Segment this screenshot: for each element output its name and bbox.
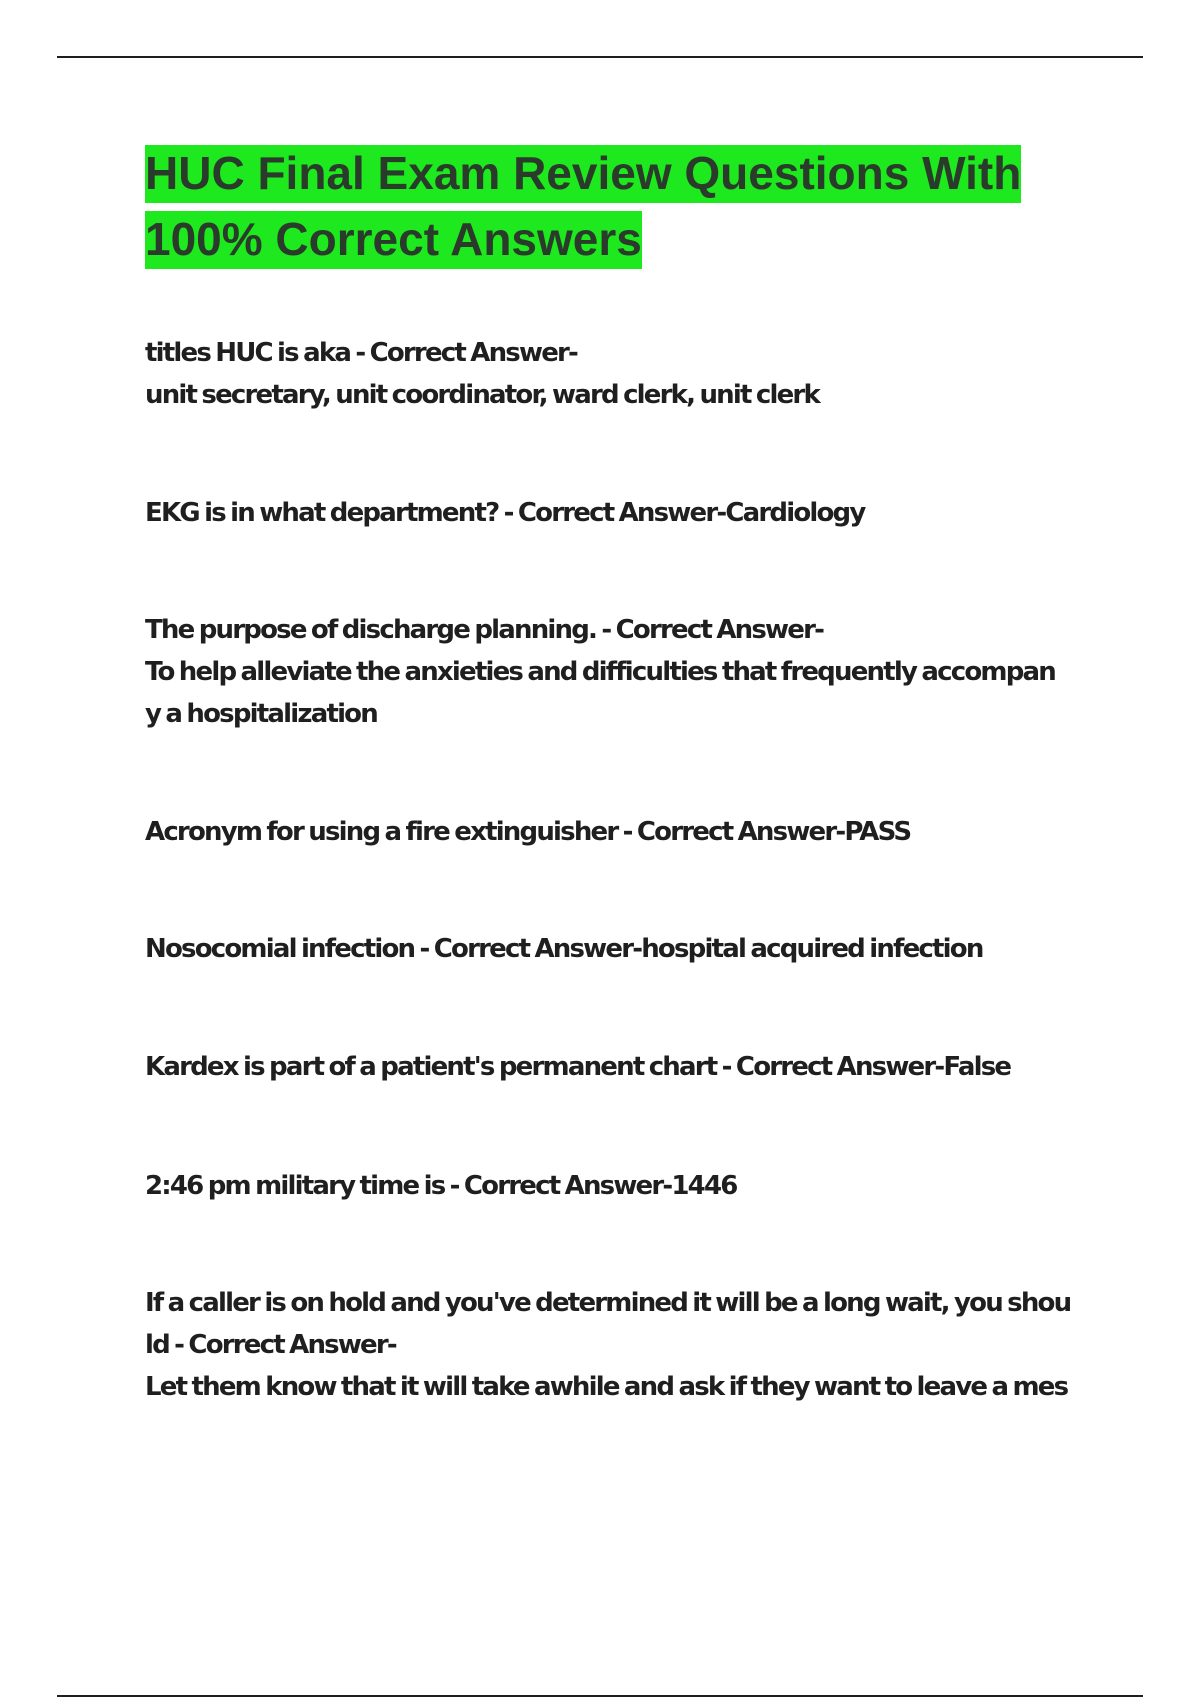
qa-item-4 bbox=[145, 811, 1095, 853]
qa-item-4-line-1: Acronym for using a fire extinguisher - Correct Answer-PASS bbox=[145, 817, 911, 847]
qa-item-8-line-3: Let them know that it will take awhile and ask if they want to leave a mes bbox=[145, 1372, 1068, 1402]
qa-item-5 bbox=[145, 928, 1095, 970]
qa-item-5-line-1: Nosocomial infection - Correct Answer-hospital acquired infection bbox=[145, 934, 983, 964]
qa-item-3-line-2: To help alleviate the anxieties and difficulties that frequently accompan bbox=[145, 657, 1055, 687]
qa-item-1-line-2: unit secretary, unit coordinator, ward clerk, unit clerk bbox=[145, 380, 819, 410]
title-line-2: 100% Correct Answers bbox=[145, 211, 642, 269]
qa-item-8-line-2: ld - Correct Answer- bbox=[145, 1330, 396, 1360]
qa-item-7-line-1: 2:46 pm military time is - Correct Answer-1446 bbox=[145, 1171, 737, 1201]
qa-item-8-line-1: If a caller is on hold and you've determined it will be a long wait, you shou bbox=[145, 1288, 1071, 1318]
qa-item-3-line-3: y a hospitalization bbox=[145, 699, 377, 729]
qa-item-3 bbox=[145, 609, 1095, 735]
qa-item-2 bbox=[145, 492, 1095, 534]
title-line-1: HUC Final Exam Review Questions With bbox=[145, 145, 1021, 203]
qa-item-6 bbox=[145, 1046, 1095, 1088]
qa-item-8 bbox=[145, 1282, 1095, 1408]
document-title bbox=[145, 140, 1105, 272]
top-rule bbox=[57, 56, 1143, 58]
qa-item-6-line-1: Kardex is part of a patient's permanent chart - Correct Answer-False bbox=[145, 1052, 1011, 1082]
bottom-rule bbox=[57, 1695, 1143, 1697]
qa-item-2-line-1: EKG is in what department? - Correct Answer-Cardiology bbox=[145, 498, 865, 528]
qa-item-3-line-1: The purpose of discharge planning. - Correct Answer- bbox=[145, 615, 824, 645]
qa-item-1 bbox=[145, 332, 1095, 416]
qa-item-7 bbox=[145, 1165, 1095, 1207]
qa-item-1-line-1: titles HUC is aka - Correct Answer- bbox=[145, 338, 578, 368]
